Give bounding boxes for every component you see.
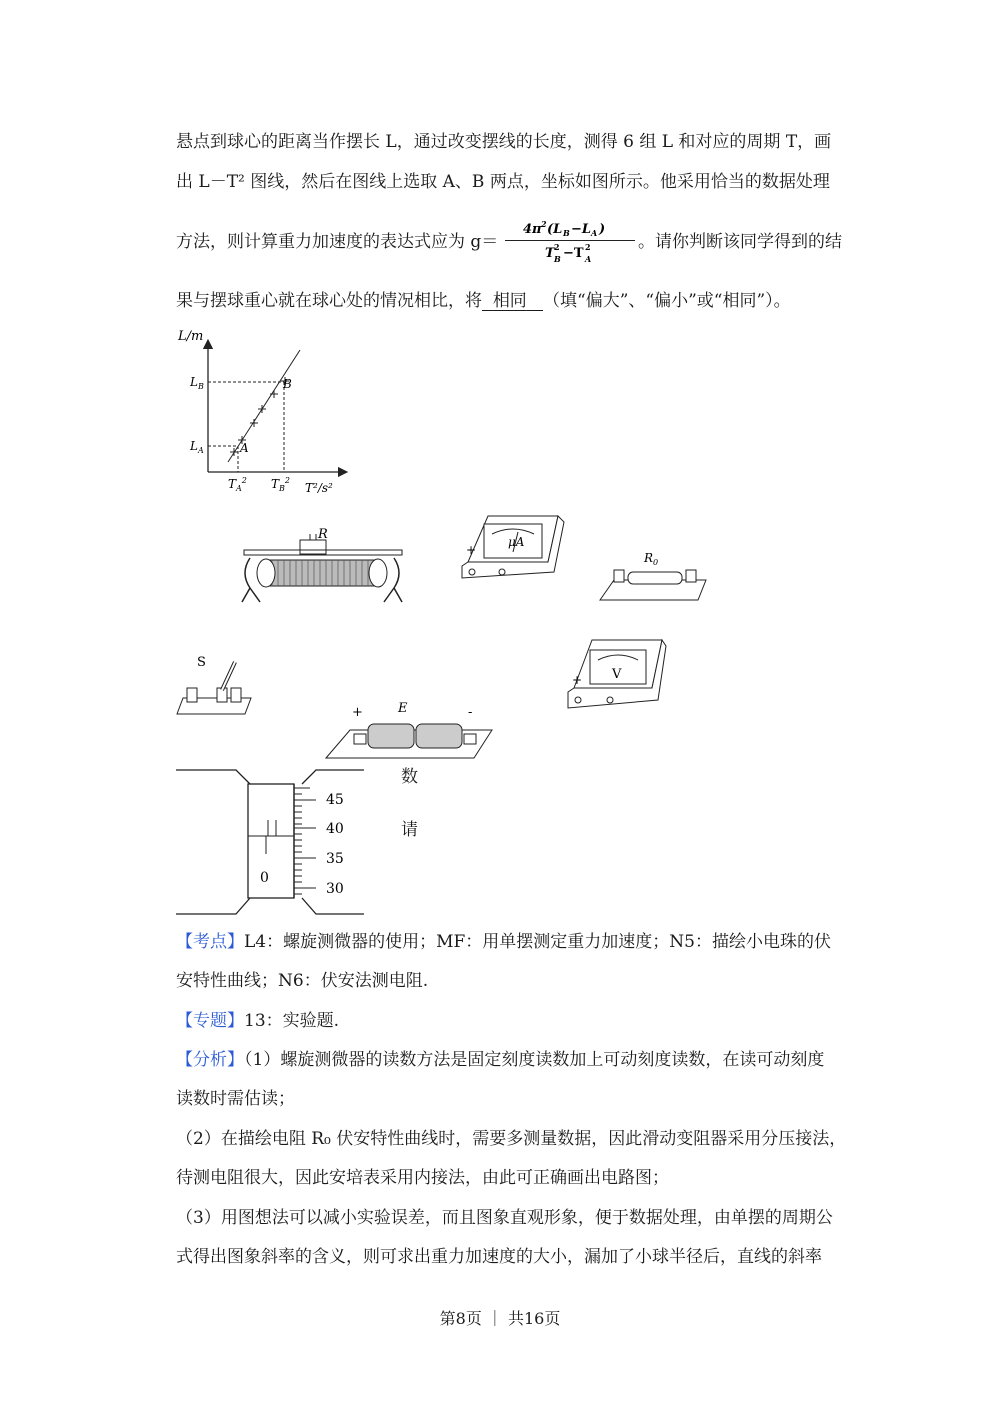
text-line-3b: 。请你判断该同学得到的结 [638, 232, 842, 252]
microammeter-plus: + [466, 543, 477, 557]
battery-minus: - [468, 705, 473, 720]
scale-30: 30 [326, 881, 344, 897]
svg-text:B: B [563, 228, 570, 238]
scale-40: 40 [326, 821, 344, 837]
kaodian-line-1 [176, 932, 831, 952]
svg-text:−L: −L [571, 222, 592, 237]
tag-zhuanti: 【专题】 [176, 1011, 244, 1031]
rheostat [238, 524, 408, 606]
battery [324, 700, 494, 762]
fenxi-line-1 [176, 1050, 824, 1070]
zhuanti-text: 13：实验题. [244, 1011, 340, 1031]
switch-label: S [197, 655, 206, 670]
fit-line [228, 350, 300, 462]
scale-zero: 0 [260, 870, 269, 886]
voltmeter-label: V [612, 667, 622, 682]
svg-text:T: T [545, 246, 555, 261]
svg-text:): ) [599, 222, 606, 237]
svg-text:2: 2 [541, 219, 547, 229]
side-char-2: 请 [401, 820, 418, 840]
fenxi-text-1: （1）螺旋测微器的读数方法是固定刻度读数加上可动刻度读数，在读可动刻度 [244, 1050, 825, 1070]
scale-45: 45 [326, 792, 344, 808]
tick-tb: $T_B^2$ [271, 476, 290, 493]
formula-denominator [505, 241, 635, 265]
zhuanti-line [176, 1011, 339, 1031]
point-a-label: A [240, 441, 249, 455]
battery-label: E [398, 701, 408, 716]
micrometer [176, 766, 376, 918]
text-line-4 [176, 291, 791, 311]
fenxi-line-3: （2）在描绘电阻 R₀ 伏安特性曲线时，需要多测量数据，因此滑动变阻器采用分压接法， [176, 1129, 847, 1149]
kaodian-line-2: 安特性曲线；N6：伏安法测电阻. [176, 971, 429, 991]
voltmeter [564, 636, 668, 716]
rheostat-label: R [318, 527, 328, 542]
svg-text:A: A [591, 228, 598, 238]
text-line-4-a: 果与摆球重心就在球心处的情况相比，将 [176, 291, 482, 311]
svg-text:B: B [554, 254, 561, 264]
tick-la: $L_A$ [190, 439, 204, 455]
tick-lb: $L_B$ [190, 375, 204, 391]
formula-numerator [505, 218, 635, 240]
fenxi-line-6: 式得出图象斜率的含义，则可求出重力加速度的大小，漏加了小球半径后，直线的斜率 [176, 1247, 822, 1267]
fenxi-line-4: 待测电阻很大，因此安培表采用内接法，由此可正确画出电路图； [176, 1168, 669, 1188]
point-b-label: B [283, 377, 292, 391]
resistor [598, 548, 710, 604]
answer-blank [482, 291, 543, 311]
x-axis-label: T²/s² [305, 481, 333, 495]
svg-text:2: 2 [585, 242, 591, 252]
text-line-2: 出 L－T² 图线，然后在图线上选取 A、B 两点，坐标如图所示。他采用恰当的数据处理 [176, 172, 830, 192]
page-footer: 第8页 ｜ 共16页 [439, 1309, 561, 1328]
microammeter-label: μA [508, 535, 525, 549]
fenxi-line-2: 读数时需估读； [176, 1089, 295, 1109]
scale-35: 35 [326, 851, 344, 867]
text-line-4-b: （填“偏大”、“偏小”或“相同”）。 [543, 291, 791, 311]
fenxi-line-5: （3）用图想法可以减小实验误差，而且图象直观形象，便于数据处理，由单摆的周期公 [176, 1208, 833, 1228]
tick-ta: $T_A^2$ [228, 476, 247, 493]
svg-text:4π: 4π [523, 222, 542, 237]
answer-text: 相同 [492, 291, 527, 311]
tag-kaodian: 【考点】 [176, 932, 244, 952]
svg-text:2: 2 [554, 242, 560, 252]
svg-text:A: A [585, 254, 592, 264]
text-line-3: 方法，则计算重力加速度的表达式应为 g＝ [176, 232, 499, 252]
resistor-label: $R_0$ [644, 551, 659, 567]
battery-plus: + [352, 705, 363, 720]
svg-text:(L: (L [547, 222, 563, 237]
voltmeter-plus: + [572, 673, 583, 687]
switch [175, 652, 255, 718]
y-axis-label: L/m [178, 329, 204, 344]
svg-text:−T: −T [563, 246, 584, 261]
side-char-1: 数 [401, 767, 418, 787]
microammeter [458, 512, 568, 588]
formula [505, 218, 635, 265]
kaodian-text-1: L4：螺旋测微器的使用；MF：用单摆测定重力加速度；N5：描绘小电珠的伏 [244, 932, 831, 952]
text-line-1: 悬点到球心的距离当作摆长 L，通过改变摆线的长度，测得 6 组 L 和对应的周期 T，画 [176, 132, 832, 152]
tag-fenxi: 【分析】 [176, 1050, 244, 1070]
l-t2-graph [168, 322, 358, 497]
data-points [230, 377, 289, 456]
